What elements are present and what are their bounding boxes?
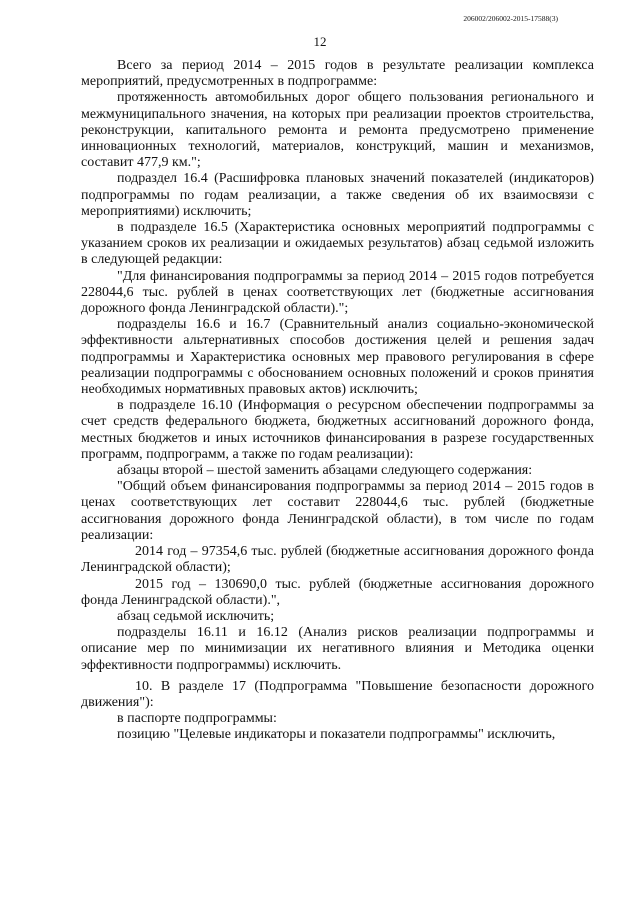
paragraph-7: в подразделе 16.10 (Информация о ресурсном обеспечении подпрограммы за счет средств федерального бюджета, бюджетных ассигнований дорожного фонда, местных бюджетов и иных источников финансирования в разрезе государственных программ, подпрограмм, а также по годам реализации): <box>81 398 594 462</box>
paragraph-15: в паспорте подпрограммы: <box>117 711 277 727</box>
paragraph-2: протяженность автомобильных дорог общего пользования регионального и межмуниципального значения, на которых при реализации проектов строительства, реконструкции, капитального ремонта и ремонта предусмотрено применение инновационных технологий, материалов, конструкций, машин и механизмов, составит 477,9 км."; <box>81 90 594 171</box>
paragraph-11: 2015 год – 130690,0 тыс. рублей (бюджетные ассигнования дорожного фонда Ленинградской области).", <box>81 576 594 608</box>
paragraph-1: Всего за период 2014 – 2015 годов в результате реализации комплекса мероприятий, предусмотренных в подпрограмме: <box>81 58 594 90</box>
paragraph-14: 10. В разделе 17 (Подпрограмма "Повышение безопасности дорожного движения"): <box>81 678 594 710</box>
paragraph-9: "Общий объем финансирования подпрограммы за период 2014 – 2015 годов в ценах соответствующих лет составит 228044,6 тыс. рублей (бюджетные ассигнования дорожного фонда Ленинградской области), в том числе по годам реализации: <box>81 479 594 543</box>
document-id: 206002/206002-2015-17588(3) <box>463 14 558 23</box>
paragraph-6: подразделы 16.6 и 16.7 (Сравнительный анализ социально-экономической эффективности альтернативных способов достижения целей и решения задач подпрограммы и Характеристика основных мер правового регулирования в сфере реализации подпрограммы с обоснованием основных положений и сроков принятия необходимых нормативных правовых актов) исключить; <box>81 317 594 398</box>
paragraph-13: подразделы 16.11 и 16.12 (Анализ рисков реализации подпрограммы и описание мер по минимизации их негативного влияния и Методика оценки эффективности подпрограммы) исключить. <box>81 625 594 673</box>
paragraph-12: абзац седьмой исключить; <box>117 608 275 624</box>
paragraph-16: позицию "Целевые индикаторы и показатели подпрограммы" исключить, <box>117 727 556 743</box>
paragraph-8: абзацы второй – шестой заменить абзацами следующего содержания: <box>117 463 533 479</box>
paragraph-5: "Для финансирования подпрограммы за период 2014 – 2015 годов потребуется 228044,6 тыс. рублей в ценах соответствующих лет (бюджетные ассигнования дорожного фонда Ленинградской области)."; <box>81 268 594 317</box>
paragraph-10: 2014 год – 97354,6 тыс. рублей (бюджетные ассигнования дорожного фонда Ленинградской области); <box>81 544 594 576</box>
document-body <box>81 58 594 744</box>
paragraph-3: подраздел 16.4 (Расшифровка плановых значений показателей (индикаторов) подпрограммы по годам реализации, а также сведения об их взаимосвязи с мероприятиями) исключить; <box>81 171 594 219</box>
page-number: 12 <box>313 34 327 49</box>
paragraph-4: в подразделе 16.5 (Характеристика основных мероприятий подпрограммы с указанием сроков их реализации и ожидаемых результатов) абзац седьмой изложить в следующей редакции: <box>81 220 594 268</box>
